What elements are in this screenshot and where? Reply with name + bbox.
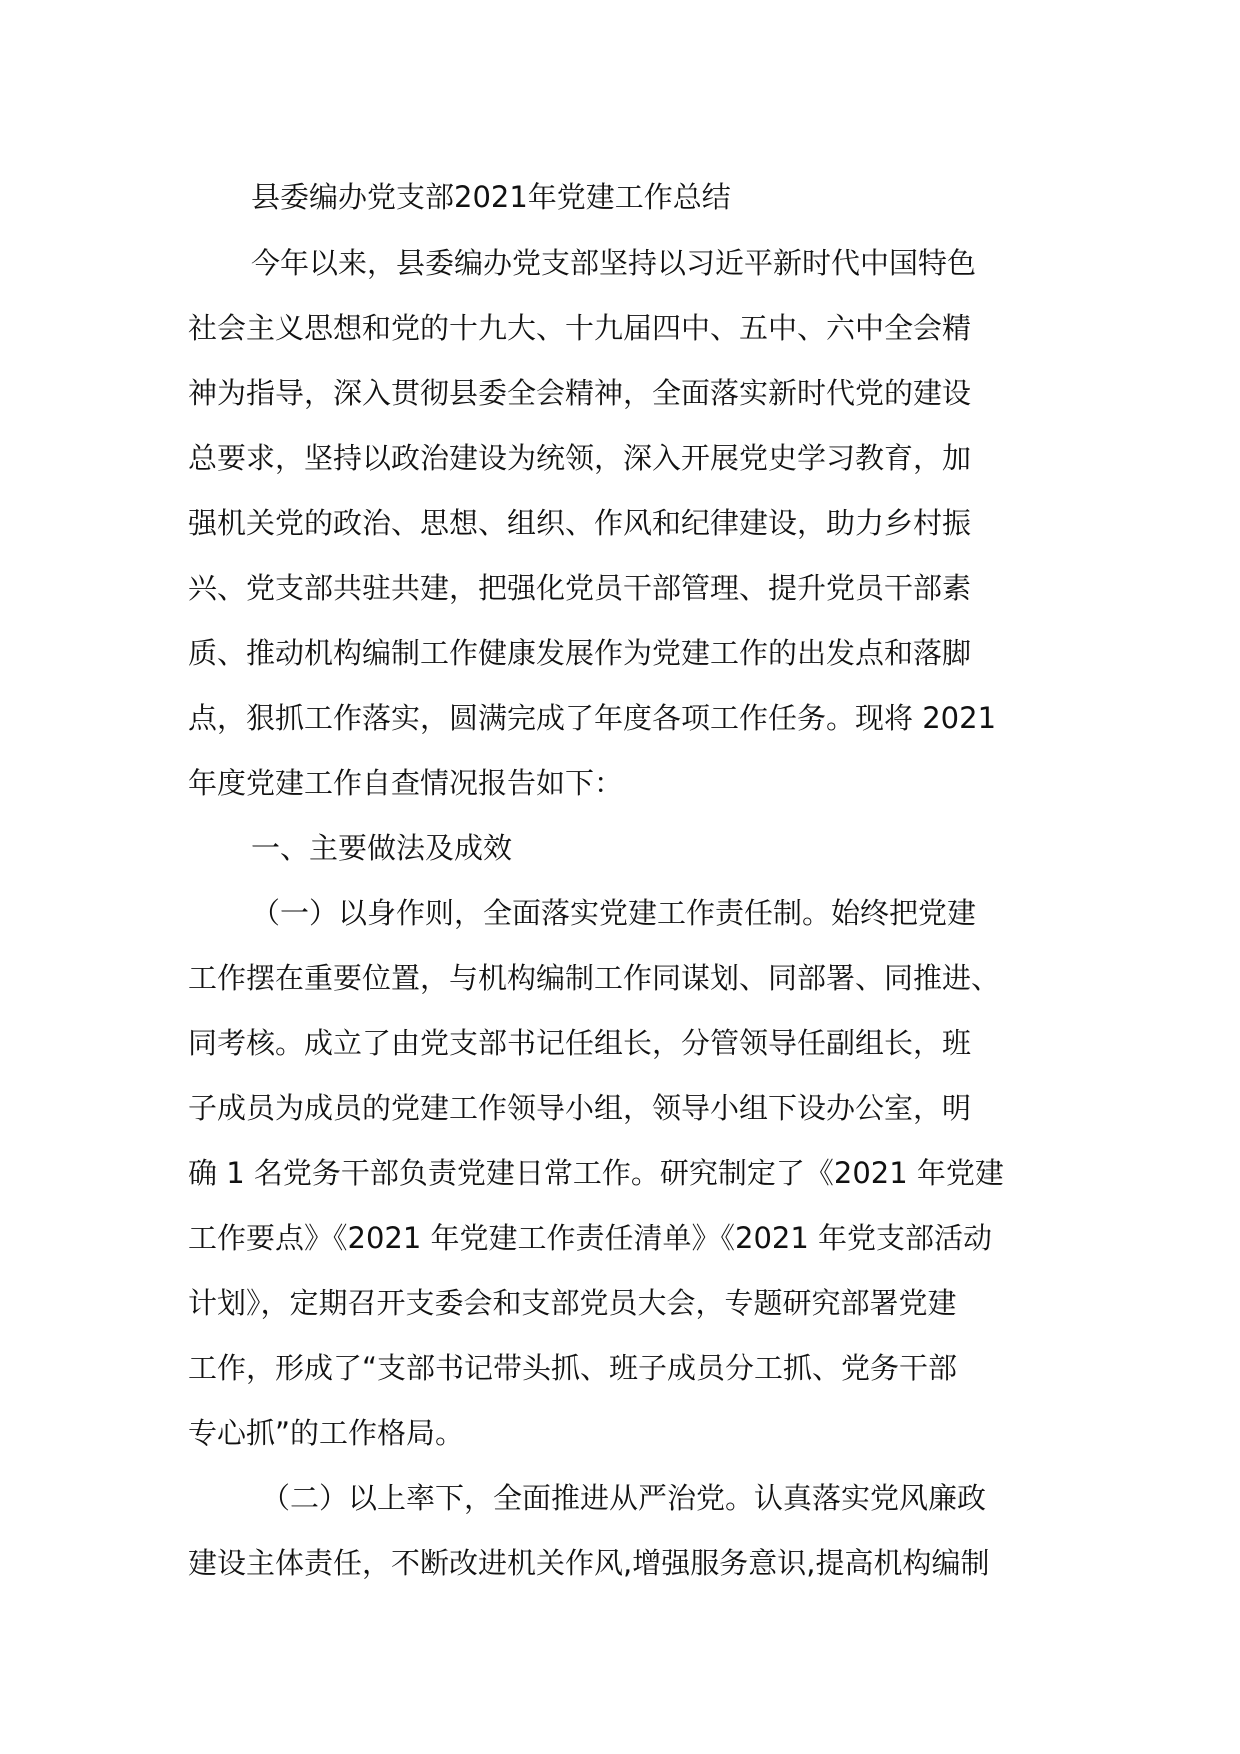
paragraph-line: 工作摆在重要位置，与机构编制工作同谋划、同部署、同推进、 [188,961,1001,995]
paragraph-line: （一）以身作则，全面落实党建工作责任制。始终把党建 [251,896,977,930]
paragraph-line: 建设主体责任，不断改进机关作风,增强服务意识,提高机构编制 [188,1546,990,1580]
paragraph-line: 点，狠抓工作落实，圆满完成了年度各项工作任务。现将 2021 [188,701,997,735]
paragraph-line: 工作要点》《2021 年党建工作责任清单》《2021 年党支部活动 [188,1221,993,1255]
paragraph-line: 计划》，定期召开支委会和支部党员大会，专题研究部署党建 [188,1286,957,1320]
paragraph-line: 年度党建工作自查情况报告如下： [188,766,624,800]
paragraph-line: 工作，形成了“支部书记带头抓、班子成员分工抓、党务干部 [188,1351,958,1385]
paragraph-line: 兴、党支部共驻共建，把强化党员干部管理、提升党员干部素 [188,571,972,605]
document-title: 县委编办党支部2021年党建工作总结 [251,180,731,214]
paragraph-line: 社会主义思想和党的十九大、十九届四中、五中、六中全会精 [188,311,972,345]
paragraph-line: 子成员为成员的党建工作领导小组，领导小组下设办公室，明 [188,1091,972,1125]
paragraph-line: 今年以来，县委编办党支部坚持以习近平新时代中国特色 [251,246,977,280]
paragraph-line: （二）以上率下，全面推进从严治党。认真落实党风廉政 [261,1481,987,1515]
paragraph-line: 强机关党的政治、思想、组织、作风和纪律建设，助力乡村振 [188,506,972,540]
paragraph-line: 总要求，坚持以政治建设为统领，深入开展党史学习教育，加 [188,441,972,475]
paragraph-line: 确 1 名党务干部负责党建日常工作。研究制定了《2021 年党建 [188,1156,1004,1190]
paragraph-line: 神为指导，深入贯彻县委全会精神，全面落实新时代党的建设 [188,376,972,410]
paragraph-line: 质、推动机构编制工作健康发展作为党建工作的出发点和落脚 [188,636,972,670]
section-heading: 一、主要做法及成效 [251,831,513,865]
paragraph-line: 同考核。成立了由党支部书记任组长，分管领导任副组长，班 [188,1026,972,1060]
paragraph-line: 专心抓”的工作格局。 [188,1416,465,1450]
